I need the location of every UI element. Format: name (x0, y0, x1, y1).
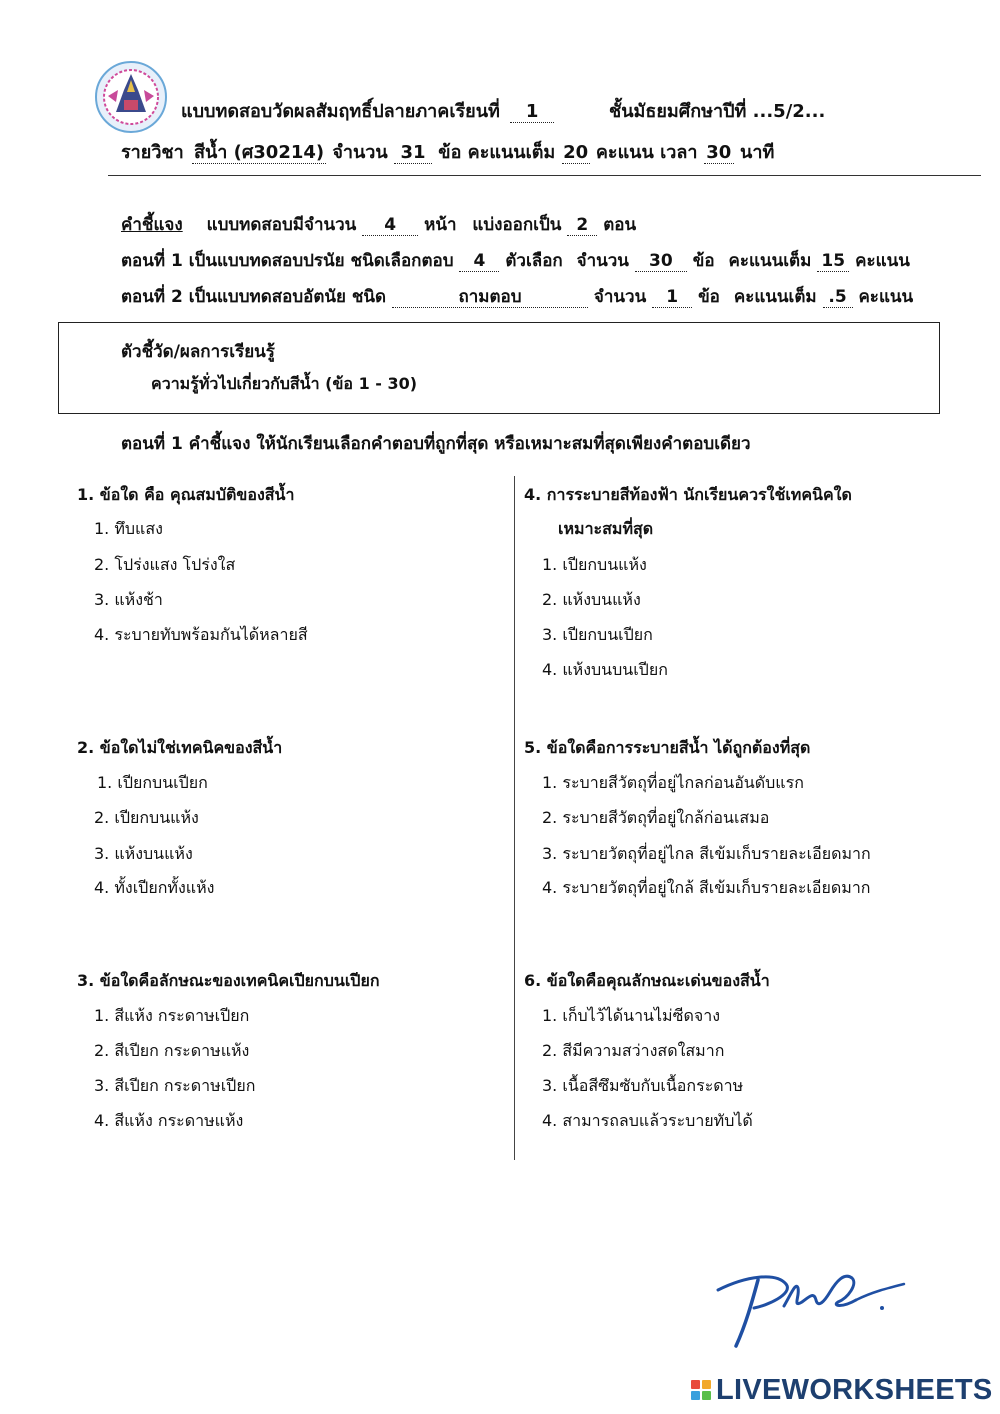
q5-option-2[interactable]: 2. ระบายสีวัตถุที่อยู่ใกล้ก่อนเสมอ (542, 808, 770, 827)
pages-unit: หน้า (424, 215, 457, 235)
indicator-heading: ตัวชี้วัด/ผลการเรียนรู้ (121, 342, 275, 362)
score-label: คะแนนเต็ม (467, 142, 556, 163)
part2-count: 1 (652, 289, 692, 308)
q4-option-3[interactable]: 3. เปียกบนเปียก (542, 625, 653, 644)
part1-choices: 4 (459, 253, 499, 272)
q4-option-2[interactable]: 2. แห้งบนแห้ง (542, 590, 641, 609)
question-1: 1. ข้อใด คือ คุณสมบัติของสีน้ำ (77, 485, 295, 504)
part1-text: ตอนที่ 1 เป็นแบบทดสอบปรนัย ชนิดเลือกตอบ (121, 251, 454, 271)
grade-value: ...5/2... (752, 101, 826, 122)
part2-count-label: จำนวน (593, 287, 647, 307)
count-label: จำนวน (332, 142, 388, 163)
signature (706, 1262, 916, 1352)
question-4-cont: เหมาะสมที่สุด (558, 519, 654, 538)
title-text: แบบทดสอบวัดผลสัมฤทธิ์ปลายภาคเรียนที่ (181, 101, 500, 122)
question-6: 6. ข้อใดคือคุณลักษณะเด่นของสีน้ำ (524, 971, 770, 990)
q3-option-1[interactable]: 1. สีแห้ง กระดาษเปียก (94, 1006, 250, 1025)
question-3: 3. ข้อใดคือลักษณะของเทคนิคเปียกบนเปียก (77, 971, 380, 990)
liveworksheets-wordmark: LIVEWORKSHEETS (716, 1373, 993, 1406)
liveworksheets-icon (690, 1379, 712, 1401)
pages-value: 4 (362, 217, 418, 236)
q5-option-1[interactable]: 1. ระบายสีวัตถุที่อยู่ไกลก่อนอันดับแรก (542, 773, 804, 792)
question-4: 4. การระบายสีท้องฟ้า นักเรียนควรใช้เทคนิคใด (524, 485, 852, 504)
q6-option-2[interactable]: 2. สีมีความสว่างสดใสมาก (542, 1041, 725, 1060)
grade-line (609, 96, 825, 125)
part1-choices-unit: ตัวเลือก (505, 251, 563, 271)
time-label: เวลา (660, 142, 698, 163)
q1-option-4[interactable]: 4. ระบายทับพร้อมกันได้หลายสี (94, 625, 308, 644)
part1-score: 15 (817, 253, 849, 272)
instructions-line (121, 211, 636, 238)
question-5: 5. ข้อใดคือการระบายสีน้ำ ได้ถูกต้องที่สุด (524, 738, 811, 757)
exam-title (181, 96, 554, 125)
subject-line (121, 137, 774, 166)
part2-items: ข้อ (698, 287, 720, 307)
indicator-text: ความรู้ทั่วไปเกี่ยวกับสีน้ำ (ข้อ 1 - 30) (151, 374, 418, 393)
score-value: 20 (563, 142, 589, 163)
count-value: 31 (394, 144, 432, 164)
grade-label: ชั้นมัธยมศึกษาปีที่ (609, 101, 747, 122)
part2-description (121, 283, 913, 310)
header-divider (108, 175, 981, 176)
part1-score-unit: คะแนน (855, 251, 910, 271)
q3-option-3[interactable]: 3. สีเปียก กระดาษเปียก (94, 1076, 256, 1095)
time-value: 30 (704, 144, 734, 164)
indicator-box (58, 322, 940, 414)
school-logo (94, 60, 168, 134)
part2-score: .5 (823, 289, 853, 308)
instructions-heading: คำชี้แจง (121, 215, 183, 235)
pages-text: แบบทดสอบมีจำนวน (206, 215, 357, 235)
q4-option-1[interactable]: 1. เปียกบนแห้ง (542, 555, 647, 574)
part2-type: ถามตอบ (392, 289, 588, 308)
q1-option-1[interactable]: 1. ทึบแสง (94, 519, 163, 538)
part2-score-label: คะแนนเต็ม (733, 287, 817, 307)
time-unit: นาที (740, 142, 775, 163)
part1-count: 30 (635, 253, 687, 272)
q3-option-2[interactable]: 2. สีเปียก กระดาษแห้ง (94, 1041, 250, 1060)
q6-option-3[interactable]: 3. เนื้อสีซึมซับกับเนื้อกระดาษ (542, 1076, 744, 1095)
part1-instruction: ตอนที่ 1 คำชี้แจง ให้นักเรียนเลือกคำตอบที่ถูกที่สุด หรือเหมาะสมที่สุดเพียงคำตอบเดียว (121, 434, 751, 454)
score-unit: คะแนน (595, 142, 654, 163)
q1-option-2[interactable]: 2. โปร่งแสง โปร่งใส (94, 555, 236, 574)
parts-unit: ตอน (603, 215, 637, 235)
subject-label: รายวิชา (121, 142, 184, 163)
part1-score-label: คะแนนเต็ม (728, 251, 812, 271)
q6-option-1[interactable]: 1. เก็บไว้ได้นานไม่ซีดจาง (542, 1006, 721, 1025)
q3-option-4[interactable]: 4. สีแห้ง กระดาษแห้ง (94, 1111, 244, 1130)
q5-option-4[interactable]: 4. ระบายวัตถุที่อยู่ใกล้ สีเข้มเก็บรายละเอียดมาก (542, 878, 871, 897)
items-label: ข้อ (438, 142, 462, 163)
subject-value: สีน้ำ (ศ30214) (193, 142, 325, 163)
part1-items: ข้อ (692, 251, 715, 271)
q2-option-4[interactable]: 4. ทั้งเปียกทั้งแห้ง (94, 878, 215, 897)
part2-score-unit: คะแนน (858, 287, 914, 307)
question-2: 2. ข้อใดไม่ใช่เทคนิคของสีน้ำ (77, 738, 283, 757)
parts-value: 2 (567, 217, 597, 236)
q2-option-1[interactable]: 1. เปียกบนเปียก (97, 773, 208, 792)
part1-count-label: จำนวน (576, 251, 629, 271)
q2-option-2[interactable]: 2. เปียกบนแห้ง (94, 808, 199, 827)
q5-option-3[interactable]: 3. ระบายวัตถุที่อยู่ไกล สีเข้มเก็บรายละเอียดมาก (542, 844, 871, 863)
part2-text: ตอนที่ 2 เป็นแบบทดสอบอัตนัย ชนิด (121, 287, 387, 307)
q1-option-3[interactable]: 3. แห้งช้า (94, 590, 163, 609)
column-divider (514, 476, 515, 1160)
parts-text: แบ่งออกเป็น (472, 215, 562, 235)
q2-option-3[interactable]: 3. แห้งบนแห้ง (94, 844, 193, 863)
semester-value: 1 (510, 103, 554, 123)
q6-option-4[interactable]: 4. สามารถลบแล้วระบายทับได้ (542, 1111, 753, 1130)
q4-option-4[interactable]: 4. แห้งบนบนเปียก (542, 660, 668, 679)
liveworksheets-logo (690, 1374, 993, 1406)
part1-description (121, 247, 910, 274)
